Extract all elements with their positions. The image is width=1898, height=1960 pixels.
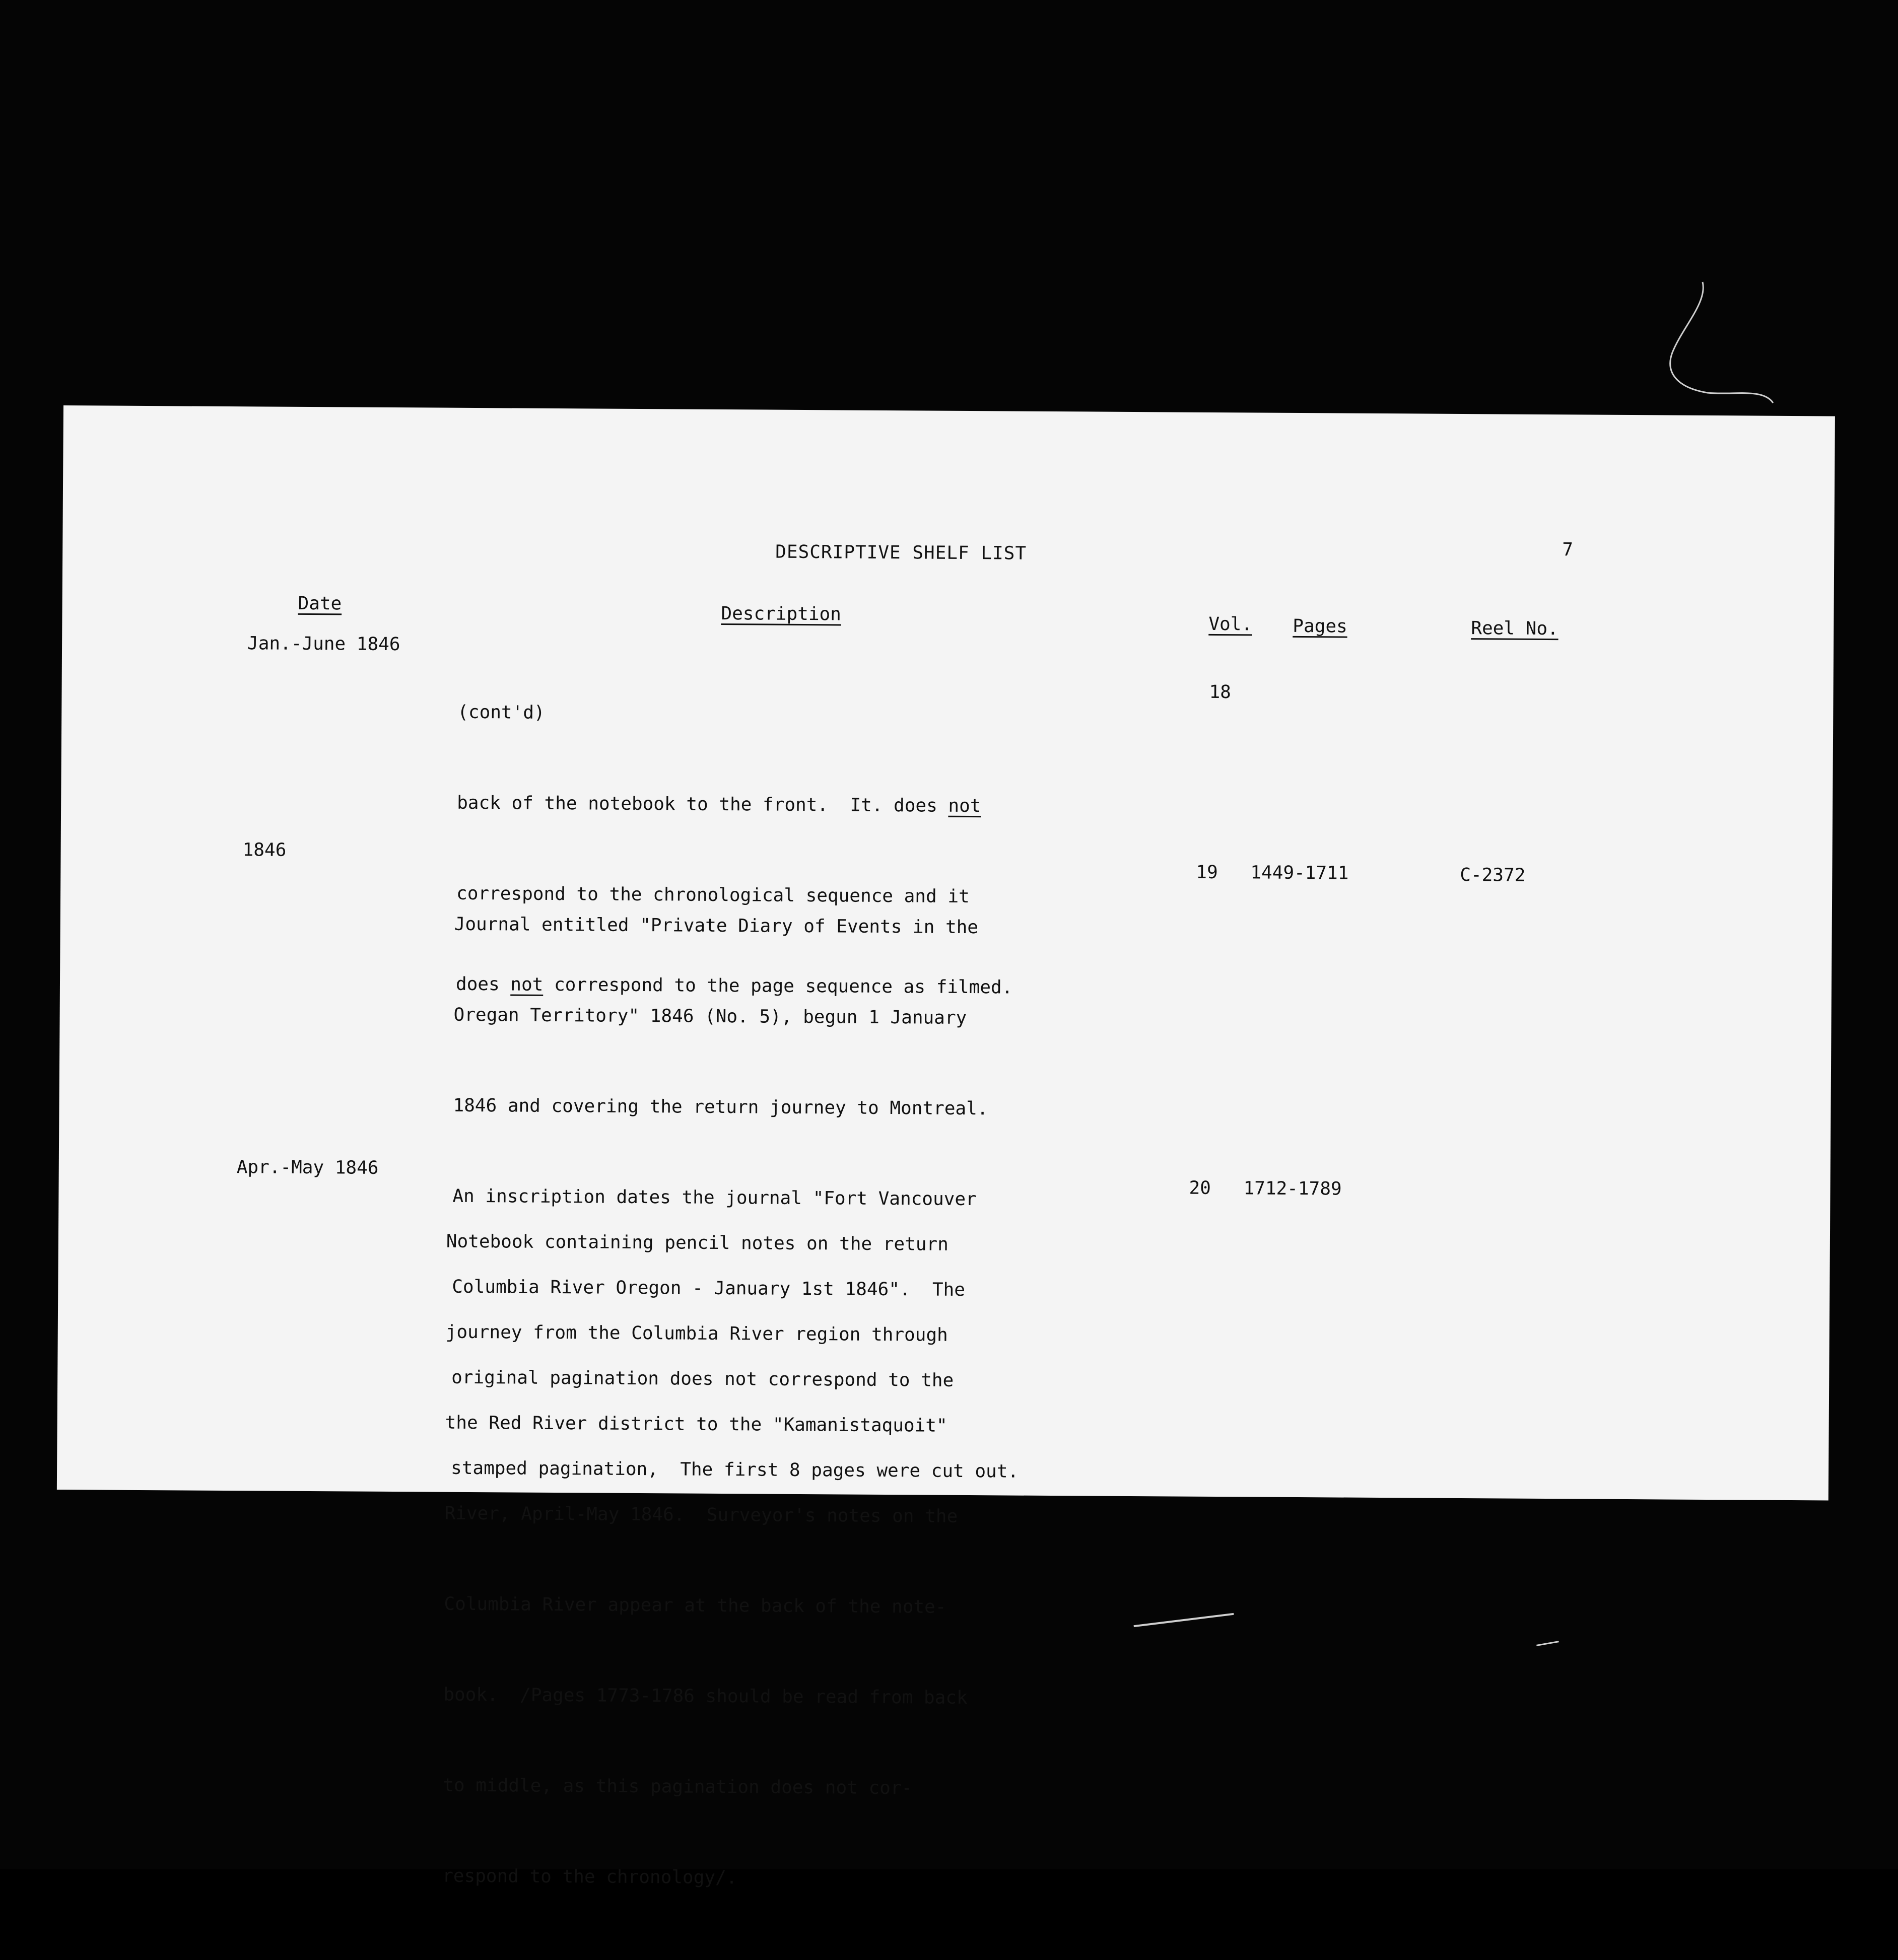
description-line: correspond to the chronological sequence and it <box>456 883 970 907</box>
description-line: An inscription dates the journal "Fort Vancouver <box>452 1185 977 1210</box>
page-title: DESCRIPTIVE SHELF LIST <box>775 541 1027 564</box>
description-line: Columbia River appear at the back of the note- <box>444 1593 946 1618</box>
description-line: to middle, as this pagination does not cor- <box>443 1775 913 1799</box>
description-line: 1846 and covering the return journey to Montreal. <box>453 1095 988 1119</box>
entry-vol: 19 <box>1196 862 1218 883</box>
entry-date: Apr.-May 1846 <box>236 1157 379 1178</box>
entry-date: Jan.-June 1846 <box>247 633 400 655</box>
column-header-pages: Pages <box>1293 615 1347 637</box>
entry-vol: 18 <box>1209 681 1232 703</box>
description-line: back of the notebook to the front. It. does not <box>457 792 981 817</box>
scan-artifact-hair <box>1662 272 1783 413</box>
entry-description <box>442 1166 971 1955</box>
description-line: book. /Pages 1773-1786 should be read from back <box>443 1684 968 1709</box>
column-header-date: Date <box>298 593 342 614</box>
description-line: River, April-May 1846. Surveyor's notes on the <box>444 1503 958 1527</box>
column-header-description: Description <box>721 603 842 625</box>
page-number: 7 <box>1562 539 1574 561</box>
description-line: Journal entitled "Private Diary of Events in the <box>454 914 979 938</box>
column-header-reel: Reel No. <box>1471 618 1558 640</box>
description-line: original pagination does not correspond to the <box>451 1367 954 1391</box>
description-line: the Red River district to the "Kamanistaquoit" <box>445 1412 947 1436</box>
description-line: does not correspond to the page sequence as filmed. <box>455 973 1013 998</box>
description-line: journey from the Columbia River region through <box>445 1321 948 1346</box>
entry-pages: 1449-1711 <box>1250 862 1349 884</box>
description-line: respond to the chronology/. <box>442 1865 737 1888</box>
description-line: Oregan Territory" 1846 (No. 5), begun 1 January <box>453 1004 967 1028</box>
description-line: (cont'd) <box>457 702 545 723</box>
document-page <box>57 405 1835 1888</box>
description-line: Notebook containing pencil notes on the return <box>446 1231 948 1255</box>
entry-date: 1846 <box>242 839 287 861</box>
entry-vol: 20 <box>1189 1177 1211 1199</box>
entry-pages: 1712-1789 <box>1243 1178 1342 1200</box>
description-line: stamped pagination, The first 8 pages were cut out. <box>450 1457 1019 1482</box>
entry-reel: C-2372 <box>1460 864 1526 886</box>
column-header-vol: Vol. <box>1208 613 1253 635</box>
description-line: Columbia River Oregon - January 1st 1846". The <box>452 1276 966 1300</box>
